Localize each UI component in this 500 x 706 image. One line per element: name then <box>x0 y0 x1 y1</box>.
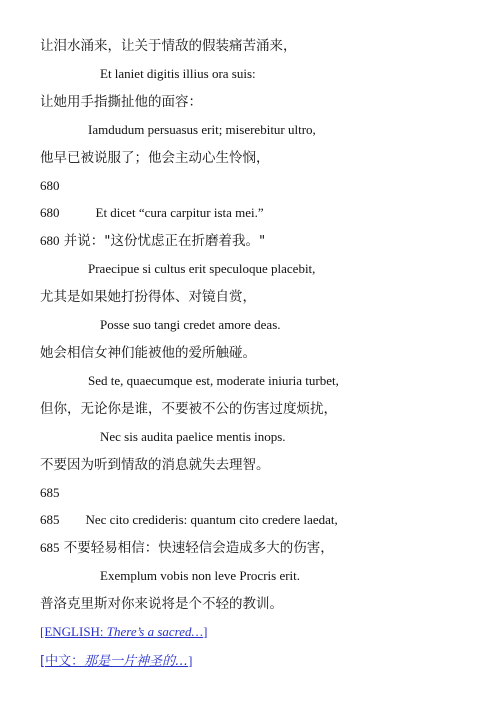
numbered-chinese-line <box>40 231 265 251</box>
latin-line: Posse suo tangi credet amore deas. <box>100 317 281 332</box>
numbered-latin-line <box>40 203 264 223</box>
chinese-translation-link[interactable]: [中文：那是一片神圣的…] <box>40 653 193 669</box>
chinese-line: 让泪水涌来，让关于情敌的假装痛苦涌来， <box>40 38 297 54</box>
numbered-chinese-line <box>40 538 334 558</box>
line-number: 685 <box>40 512 60 527</box>
latin-text: Nec cito credideris: quantum cito credere laedat, <box>85 512 338 527</box>
line-number: 685 <box>40 485 60 500</box>
latin-line: Exemplum vobis non leve Procris erit. <box>100 568 301 583</box>
latin-line: Nec sis audita paelice mentis inops. <box>100 429 286 444</box>
line-number: 680 <box>40 178 60 193</box>
chinese-line: 但你，无论你是谁，不要被不公的伤害过度烦扰， <box>40 401 337 417</box>
numbered-latin-line <box>40 510 338 530</box>
chinese-line: 他早已被说服了；他会主动心生怜悯， <box>40 150 270 166</box>
line-number: 685 <box>40 540 60 555</box>
chinese-line: 普洛克里斯对你来说将是个不轻的教训。 <box>40 596 283 612</box>
chinese-line: 让她用手指撕扯他的面容： <box>40 94 202 110</box>
latin-line: Sed te, quaecumque est, moderate iniuria turbet, <box>88 373 339 388</box>
line-number: 680 <box>40 205 60 220</box>
chinese-line: 不要因为听到情敌的消息就失去理智。 <box>40 457 270 473</box>
chinese-line: 尤其是如果她打扮得体、对镜自赏， <box>40 289 256 305</box>
chinese-text: 不要轻易相信：快速轻信会造成多大的伤害， <box>63 540 334 556</box>
latin-text: Et dicet “cura carpitur ista mei.” <box>95 205 264 220</box>
latin-line: Iamdudum persuasus erit; miserebitur ultro, <box>88 122 316 137</box>
latin-line: Praecipue si cultus erit speculoque placebit, <box>88 261 316 276</box>
line-number: 680 <box>40 233 60 248</box>
chinese-text: 并说："这份忧虑正在折磨着我。" <box>63 233 266 249</box>
latin-line: Et laniet digitis illius ora suis: <box>100 66 256 81</box>
english-translation-link[interactable]: [ENGLISH: There’s a sacred…] <box>40 624 208 639</box>
chinese-line: 她会相信女神们能被他的爱所触碰。 <box>40 345 256 361</box>
